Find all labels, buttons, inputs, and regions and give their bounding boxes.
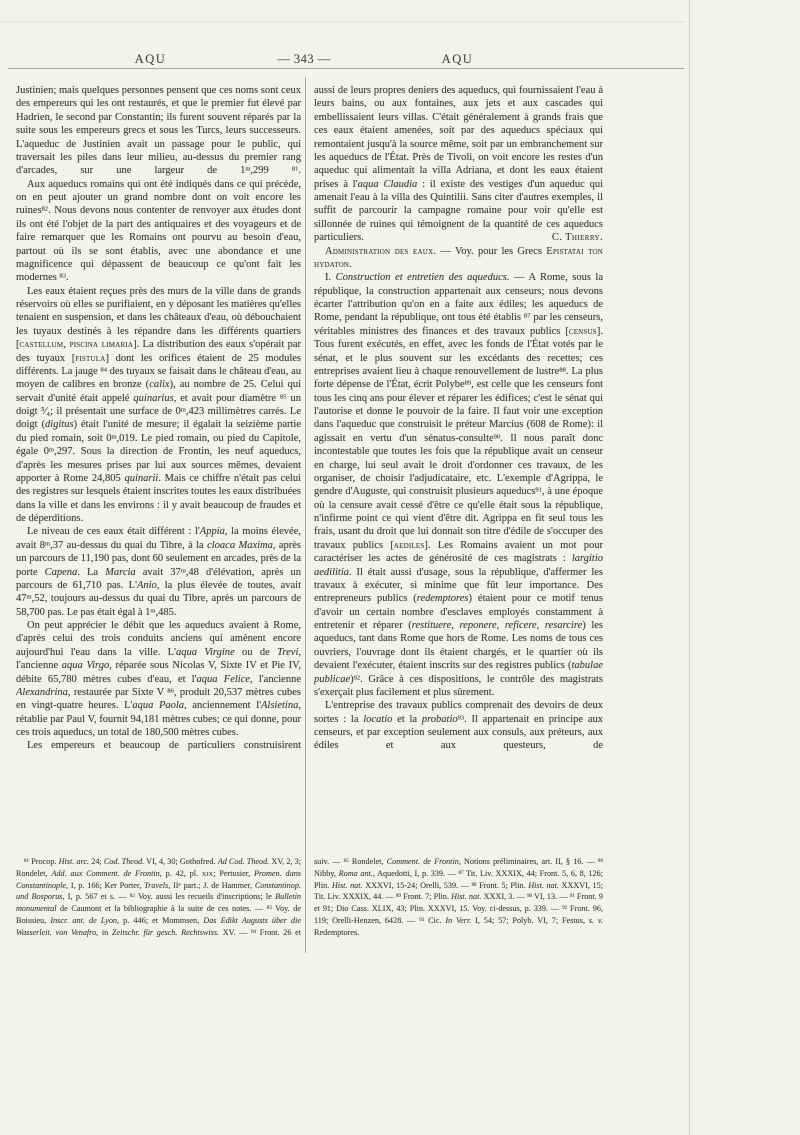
italic-text: Hist. nat. — [331, 880, 363, 890]
italic-text: aqua Claudia — [357, 178, 418, 190]
paragraph-aqueducs-romains: Aux aqueducs romains qui ont été indiqués dans ce qui précède, on en peut ajouter un grand nombre dont on voit encore les ruines$^{82}$. Nous devons nous contenter de renvoyer aux études dont ils ont été l'objet de la part des antiquaires et des voyageurs et de faire remarquer que les Romains ont pourvu au besoin d'eau, partout où ils se sont établis, avec une abondance et une magnificence qui dépassent de beaucoup ce qu'ont fait les modernes $^{83}$. — [16, 178, 301, 284]
superscript-ref: 90 — [526, 893, 533, 900]
italic-text: Ad Cod. Theod. — [217, 857, 270, 866]
superscript-ref: m — [45, 540, 51, 548]
superscript-ref: m — [26, 593, 32, 601]
superscript-ref: 91 — [569, 893, 575, 900]
italic-text: In Verr. — [445, 915, 472, 925]
superscript-ref: 91 — [535, 486, 542, 494]
italic-text: largitio aedilitia — [314, 553, 603, 578]
italic-text: redemptores — [416, 593, 469, 605]
superscript-ref: 89 — [464, 379, 472, 387]
italic-text: Alsietina — [261, 700, 299, 712]
superscript-ref: 82 — [41, 205, 49, 213]
italic-text: Construction et entretien des aqueducs. — [335, 272, 510, 284]
italic-text: tabulae publicae — [314, 660, 603, 685]
italic-text: Cod. Theod. — [103, 857, 145, 866]
paragraph-deniers-particuliers: aussi de leurs propres deniers des aqueducs, qui fournissaient l'eau à leurs bains, ou aux fontaines, aux jets et aux cascades qui embellissaient leurs villas. C'était généralement à grands frais que ces eaux étaient amenées, soit par des aqueducs spéciaux qui remontaient jusqu'à la source même, soit par un embranchement sur les aqueducs de l'État. Près de Tivoli, on voit encore les restes d'un aqueduc qui alimentait la villa Adriana, et dont les eaux étaient prises à l'aqua Claudia : il existe des vestiges d'un aqueduc qui amenait l'eau à la villa des Quintilii. Sans citer d'autres exemples, il suffit de parcourir la campagne romaine pour voir qu'elle est sillonnée de ruines qui témoignent de la quantité de ces aqueducs particuliers. C. Thierry. — [314, 85, 603, 244]
italic-text: Comment. de Frontin — [386, 857, 459, 866]
italic-text: Roma ant. — [338, 868, 373, 878]
superscript-ref: 86 — [167, 687, 174, 695]
italic-text: restituere, reponere, reficere, resarcire — [411, 620, 583, 631]
superscript-ref: m — [180, 567, 186, 575]
scan-artifact-line — [0, 21, 684, 23]
paragraph-niveau-eaux: Le niveau de ces eaux était différent : l'Appia, la moins élevée, avait 8$^m$,37 au-dessus du quai du Tibre, à la cloaca Maxima, après un parcours de 11,190 pas, dont 60 seulement en arcades, près de la porte Capena. La Marcia avait 37$^m$,48 d'élévation, après un parcours de 61,710 pas. L'Anio, la plus élevée de toutes, avait 47$^m$,52, toujours au-dessus du quai du Tibre, après un parcours de 58,700 pas. Le pas était égal à 1$^m$,485. — [16, 526, 301, 618]
small-caps-text: Administration des eaux. — [325, 245, 437, 257]
italic-text: Travels — [144, 880, 169, 890]
italic-text: aqua Felice — [196, 673, 251, 685]
superscript-ref: 93 — [457, 714, 465, 722]
superscript-ref: 81 — [24, 858, 30, 865]
column-divider-rule — [305, 77, 306, 953]
paragraph-justinien: Justinien; mais quelques personnes pensent que ces noms sont ceux des empereurs qui les ont restaurés, et que le premier fut élevé par Hadrien, le second par Constantin; ils furent souvent réparés par la suite sous les empereurs grecs et sous les Turcs, leurs successeurs. L'aqueduc de Justinien avait un passage pour le public, qui traversait les piles dans leur milieu, au-dessus du premier rang d'arcades, sur une largeur de 1$^m$,299 $^{81}$. — [16, 85, 301, 177]
paragraph-distribution-eaux: Les eaux étaient reçues près des murs de la ville dans de grands réservoirs où elles se purifiaient, en y déposant les matières qu'elles tenaient en suspension, et dans les châteaux d'eau, où débouchaient les tuyaux destinés à les répandre dans les différents quartiers [castellum, piscina limaria]. La distribution des eaux s'opérait par des tuyaux [fistula] dont les orifices étaient de 25 modules différents. La jauge $^{84}$ des tuyaux se faisait dans le château d'eau, au moyen de calibres en bronze (calix), au nombre de 25. Celui qui servait d'unité était appelé quinarius, et avait pour diamètre $^{85}$ un doigt ⁵⁄₄; il présentait une surface de 0$^m$,423 millimètres carrés. Le doigt (digitus) était l'unité de mesure; il égalait la seizième partie du pied romain, soit 0$^m$,019. Le pied romain, ou pied du Capitole, égale 0$^m$,297. Sous la direction de Frontin, les neuf aqueducs, d'après les mesures prises par lui aux sources mêmes, devaient apporter à Rome 24,805 quinarii. Mais ce chiffre n'était pas celui des registres sur lesquels étaient inscrites toutes les eaux distribuées dans la ville et dans les environs : il y avait beaucoup de fraudes et de déperditions. — [16, 285, 301, 524]
italic-text: Das Edikt Augusts über die Wasserleit. von Venafro — [16, 915, 301, 937]
italic-text: s. v. — [588, 915, 603, 925]
paragraph-empereurs: Les empereurs et beaucoup de particuliers construisirent — [27, 740, 301, 752]
italic-text: calix — [149, 379, 170, 391]
superscript-ref: e — [178, 881, 181, 888]
superscript-ref: 87 — [458, 869, 464, 876]
small-caps-text: xix — [201, 868, 214, 878]
author-signature: C. Thierry. — [551, 232, 603, 244]
small-caps-text: castellum, piscina limaria — [19, 339, 134, 351]
superscript-ref: m — [49, 446, 55, 454]
superscript-ref: m — [111, 433, 117, 441]
page-number: — 343 — — [277, 52, 331, 66]
italic-text: locatio — [363, 713, 393, 725]
superscript-ref: m — [180, 406, 186, 414]
superscript-ref: 92 — [562, 905, 568, 912]
running-head-right: AQU — [441, 52, 474, 66]
italic-text: Appia — [199, 526, 225, 538]
footnote-block-81-84: $^{81}$ Procop. Hist. arc. 24; Cod. Theod. VI, 4, 30; Gothofred. Ad Cod. Theod. XV, 2, 3; Rondelet, Add. aux Comment. de Frontin, p. 42, pl. xix; Pertusier, Promen. dans Constantinople, I, p. 166; Ker Porter, Travels, IIe part.; J. de Hammer, Constantinop. und Bosporus, I, p. 567 et s. — $^{82}$ Voy. aussi les recueils d'inscriptions; le Bulletin monumental de Caumont et la bibliographie à la suite de ces notes. — $^{83}$ Voy. de Boissieu, Inscr. ant. de Lyon, p. 446; et Mommsen, Das Edikt Augusts über die Wasserleit. von Venafro, in Zeitschr. für gesch. Rechtswiss. XV. — $^{84}$ Front. 26 et — [16, 857, 301, 937]
italic-text: Promen. dans Constantinople — [16, 868, 301, 890]
italic-text: Trevi — [277, 646, 299, 658]
entry-heading-administration-des-eaux: Administration des eaux. — Voy. pour les Grecs Epistatai ton hydaton. — [314, 245, 603, 270]
page-edge-line — [689, 0, 690, 1135]
superscript-ref: 84 — [251, 928, 257, 935]
italic-text: cloaca Maxima — [207, 539, 273, 551]
superscript-ref: 89 — [395, 893, 401, 900]
paragraph-debit-aqueducs: On peut apprécier le débit que les aqueducs avaient à Rome, d'après celui des trois conduits anciens qui amènent encore aujourd'hui l'eau dans la ville. L'aqua Virgine ou de Trevi, l'ancienne aqua Virgo, réparée sous Nicolas V, Sixte IV et Pie IV, débite 65,780 mètres cubes d'eau, et l'aqua Felice, l'ancienne Alexandrina, restaurée par Sixte V $^{86}$, produit 20,537 mètres cubes en vingt-quatre heures. L'aqua Paola, anciennement l'Alsietina, rétablie par Paul V, fournit 94,181 mètres cubes; ce qui donne, pour ces trois aqueducs, un total de 180,500 mètres cubes. — [16, 620, 301, 738]
superscript-ref: m — [245, 165, 251, 173]
superscript-ref: 85 — [343, 858, 349, 865]
italic-text: Alexandrina — [16, 686, 68, 698]
italic-text: Constantinop. und Bosporus — [16, 880, 301, 902]
superscript-ref: 83 — [266, 905, 272, 912]
superscript-ref: 88 — [559, 366, 566, 374]
footnotes-right — [314, 856, 603, 956]
italic-text: aqua Virgine — [175, 646, 235, 658]
superscript-ref: 93 — [419, 917, 425, 924]
italic-text: Add. aux Comment. de Frontin — [51, 868, 160, 878]
footnote-block-85-93: suiv. — $^{85}$ Rondelet, Comment. de Frontin, Notions préliminaires, art. II, § 16. — $^{86}$ Nibby, Roma ant., Aquedotti, I, p. 339. — $^{87}$ Tit. Liv. XXXIX, 44; Front. 5, 6, 8, 126; Plin. Hist. nat. XXXVI, 15-24; Orelli, 539. — $^{88}$ Front. 5; Plin. Hist. nat. XXXVI, 15; Tit. Liv. XXXIX, 44. — $^{89}$ Front. 7; Plin. Hist. nat. XXXI, 3. — $^{90}$ VI, 13. — $^{91}$ Front. 9 et 91; Dio Cass. XLIX, 43; Plin. XXXVI, 15. Voy. ci-dessus, p. 339. — $^{92}$ Front. 96, 119; Orelli-Henzen, 6428. — $^{93}$ Cic. In Verr. I, 54; 57; Polyb. VI, 7; Festus, s. v. Redemptores. — [314, 857, 603, 937]
paragraph-entreprise-travaux: L'entreprise des travaux publics comprenait des devoirs de deux sortes : la locatio et la probatio$^{93}$. Il appartenait en principe aux censeurs, et par exception seulement aux consuls, aux préteurs, aux édiles et aux questeurs, de — [314, 700, 603, 752]
italic-text: Hist. nat. — [528, 880, 559, 890]
superscript-ref: 90 — [493, 433, 501, 441]
italic-text: probatio — [421, 713, 458, 725]
italic-text: aqua Virgo — [61, 660, 110, 672]
italic-text: quinarii — [124, 472, 159, 484]
italic-text: Hist. nat. — [451, 892, 482, 902]
footnotes-left — [16, 856, 301, 953]
superscript-ref: m — [150, 607, 156, 615]
italic-text: Anio — [136, 579, 157, 591]
italic-text: Marcia — [105, 566, 136, 578]
italic-text: Zeitschr. für gesch. Rechtswiss. — [111, 927, 220, 937]
italic-text: quinarius — [133, 392, 174, 404]
italic-text: Inscr. ant. de Lyon — [50, 915, 118, 925]
superscript-ref: 82 — [129, 893, 135, 900]
italic-text: Bulletin monumental — [16, 892, 301, 914]
small-caps-text: fistula — [75, 352, 106, 364]
superscript-ref: 86 — [597, 858, 603, 865]
superscript-ref: 81 — [291, 165, 299, 173]
italic-text: Hist. arc. — [58, 857, 90, 866]
superscript-ref: 85 — [280, 393, 287, 401]
superscript-ref: 87 — [523, 312, 531, 320]
superscript-ref: 83 — [59, 272, 66, 280]
superscript-ref: 88 — [471, 881, 477, 888]
left-text-column — [16, 84, 301, 837]
superscript-ref: 84 — [100, 366, 107, 374]
small-caps-text: aediles — [393, 539, 425, 551]
header-rule — [8, 68, 684, 69]
superscript-ref: 92 — [353, 674, 361, 682]
italic-text: aqua Paola — [132, 700, 185, 712]
running-head-left: AQU — [134, 52, 167, 66]
paragraph-construction-entretien: I. Construction et entretien des aqueducs. — A Rome, sous la république, la construction appartenait aux censeurs; nous devons écarter l'attribution qu'on en a faite aux édiles; les aqueducs de Rome, pendant la république, ont tous été établis $^{87}$ par les censeurs, véritables ministres des finances et des travaux publics [census]. Tous furent exécutés, en effet, avec les fonds de l'État votés par le sénat, et le plus souvent sur les excédants des recettes; ces entreprises avaient lieu à chaque renouvellement de lustre$^{88}$. La plus forte dépense de l'État, écrit Polybe$^{89}$, est celle que les censeurs font tous les cinq ans pour élever et réparer les édifices; c'est le sénat qui l'autorise et donne le pouvoir de la faire. Il faut voir une exception dans l'aqueduc que construisit le préteur Marcius (608 de Rome): il agissait en vertu d'un sénatus-consulte$^{90}$. Il nous paraît donc incontestable que toutes les fois que la république avait un censeur en charge, lui seul avait le droit d'ordonner ces travaux, de les organiser, de choisir l'adjudicataire, etc. L'exemple d'Agrippa, le gendre d'Auguste, qui construisit plusieurs aqueducs$^{91}$, à une époque où la censure avait cessé d'être ce qu'elle était sous la république, n'infirme point ce qui vient d'être dit. Agrippa en fit seul tous les frais, usant du droit que lui donnait son titre d'édile de s'occuper des travaux publics [aediles]. Les Romains avaient un mot pour caractériser les actes de générosité de ces magistrats : largitio aedilitia. Il était aussi d'usage, sous la république, d'affermer les travaux à exécuter, si minime que fût leur importance. Des entrepreneurs publics (redemptores) étaient pour ce motif tenus d'avoir un certain nombre d'esclaves employés constamment à entretenir et réparer (restituere, reponere, reficere, resarcire) les aqueducs, tant dans Rome que hors de Rome. Les noms de tous ces ouvriers, l'ouvrage dont ils étaient chargés, et le quartier où ils devaient l'exécuter, étaient inscrits sur des registres publics (tabulae publicae)$^{92}$. Grâce à ces dispositions, le contrôle des magistrats s'exerçait plus facilement et plus sûrement. — [314, 272, 603, 698]
small-caps-text: census — [568, 325, 597, 337]
right-text-column — [314, 84, 603, 837]
italic-text: digitus — [44, 419, 74, 431]
italic-text: Capena — [44, 566, 78, 578]
small-caps-text: Epistatai ton hydaton — [314, 245, 603, 270]
